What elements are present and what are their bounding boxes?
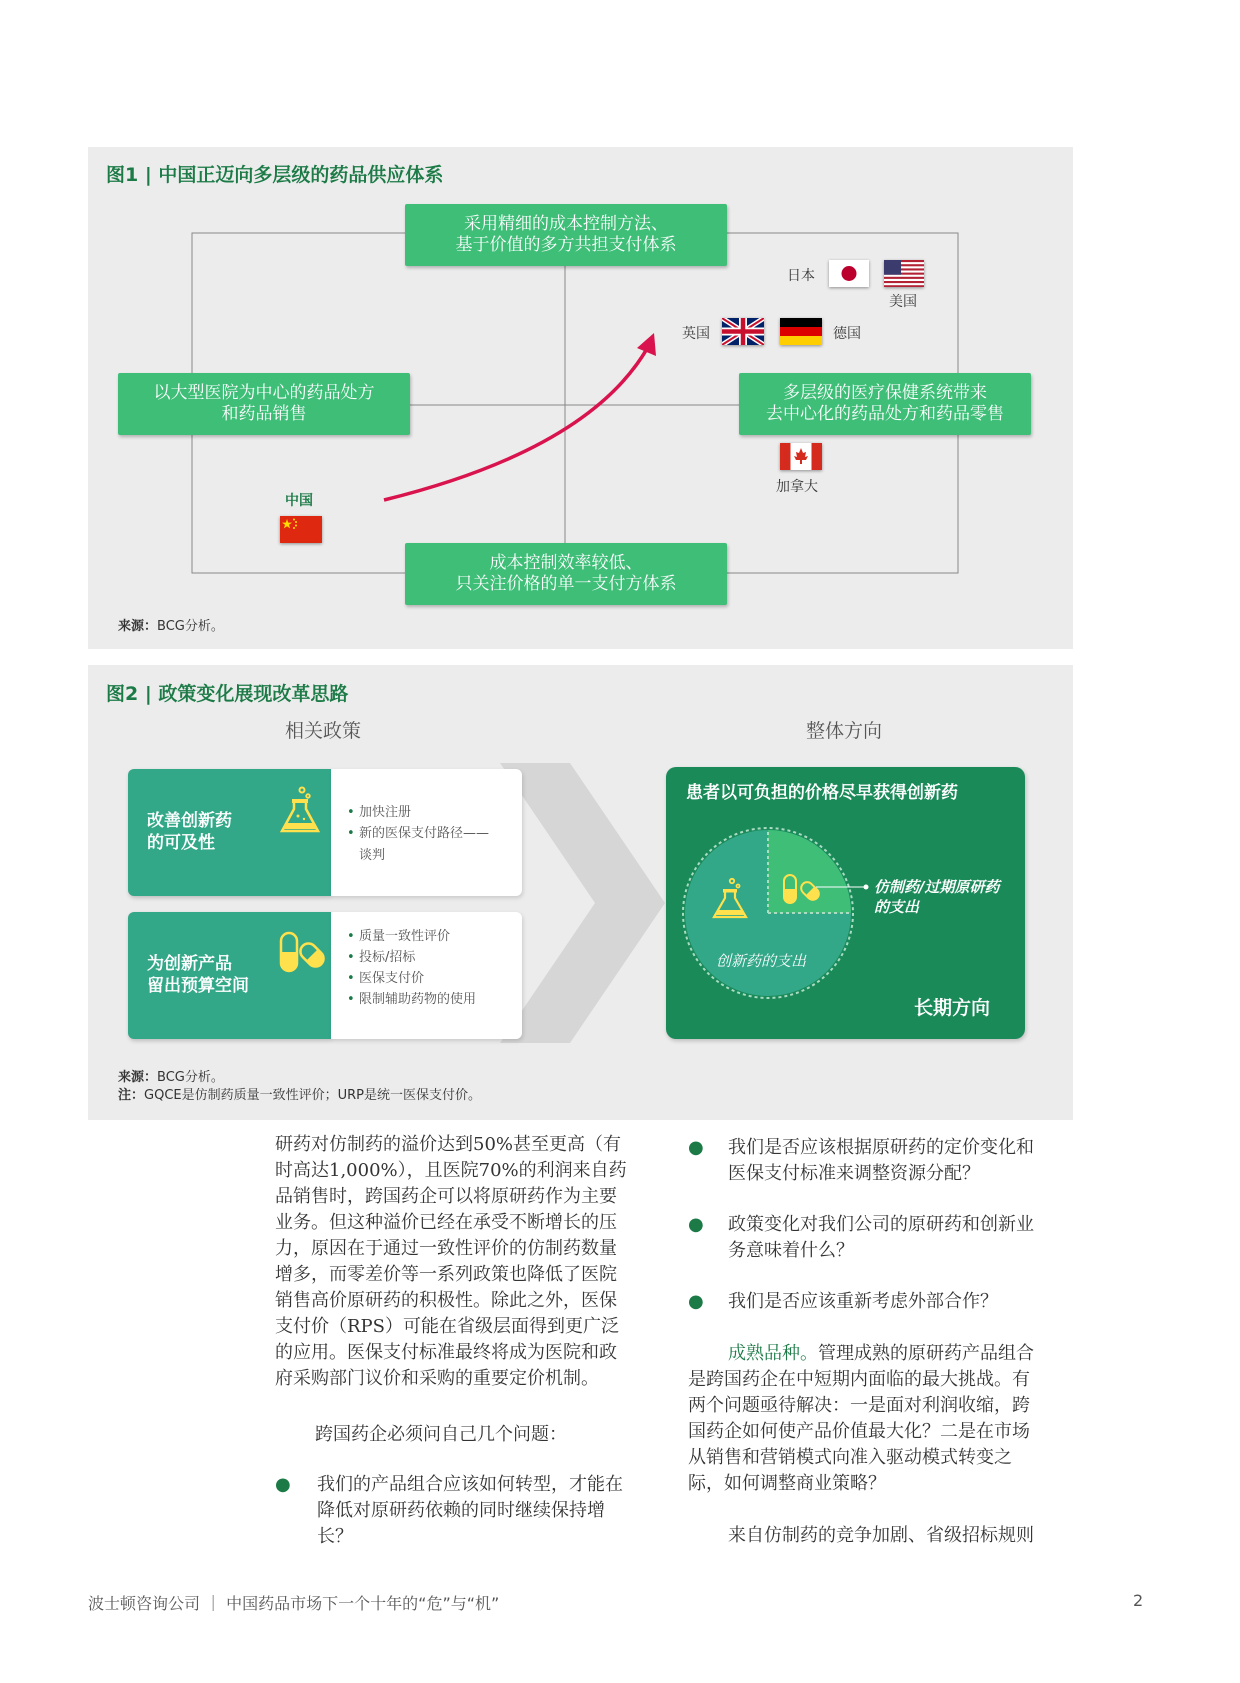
pill-icon (276, 928, 326, 978)
paragraph-line: 增多，而零差价等一系列政策也降低了医院 (275, 1264, 617, 1285)
figure2-source-label: 来源： (118, 1070, 158, 1085)
country-label-china: 中国 (285, 493, 313, 509)
bullet-dot-icon: ● (688, 1214, 704, 1235)
generic-spending-label (874, 877, 999, 917)
figure1-right-box (739, 373, 1031, 435)
right-box-line2: 去中心化的药品处方和药品零售 (766, 404, 1004, 424)
policy2-title-line2: 留出预算空间 (147, 976, 249, 996)
right-box-line1: 多层级的医疗保健系统带来 (783, 383, 987, 403)
policy1-card (128, 769, 331, 896)
page-footer-text: 波士顿咨询公司 ｜ 中国药品市场下一个十年的“危”与“机” (88, 1594, 500, 1613)
figure1-source (118, 615, 224, 634)
generic-spending-slice (768, 830, 851, 913)
mature-heading: 成熟品种。 (728, 1343, 818, 1364)
flow-chevron-arrow (500, 763, 670, 1043)
policy2-item: • 医保支付价 (347, 968, 476, 989)
figure1-source-text: BCG分析。 (157, 619, 224, 634)
figure2-source-text: BCG分析。 (157, 1070, 224, 1085)
policy1-list (347, 802, 489, 844)
bullet-dot-icon: ● (275, 1474, 291, 1495)
generic-label-line2: 的支出 (874, 898, 920, 916)
bullet-line: 我们是否应该根据原研药的定价变化和 (728, 1137, 1034, 1158)
paragraph-line: 销售高价原研药的积极性。除此之外，医保 (275, 1290, 617, 1311)
page-number: 2 (1133, 1591, 1144, 1610)
germany-flag-icon (780, 318, 822, 345)
figure2-note-text: GQCE是仿制药质量一致性评价；URP是统一医保支付价。 (144, 1088, 482, 1103)
china-flag-icon (280, 516, 322, 543)
paragraph-line: 业务。但这种溢价已经在承受不断增长的压 (275, 1212, 617, 1233)
bottom-box-line1: 成本控制效率较低、 (489, 553, 643, 573)
flask-icon (276, 785, 324, 837)
paragraph-line: 的应用。医保支付标准最终将成为医院和政 (275, 1342, 617, 1363)
right-column-last-line: 来自仿制药的竞争加剧、省级招标规则 (728, 1525, 1034, 1546)
policy2-item: • 投标/招标 (347, 947, 476, 968)
bullet-line: 医保支付标准来调整资源分配？ (728, 1163, 980, 1184)
left-box-line2: 和药品销售 (221, 404, 307, 424)
uk-flag-icon (722, 318, 764, 345)
figure1-title: 图1 | 中国正迈向多层级的药品供应体系 (106, 164, 444, 186)
policy1-item: • 新的医保支付路径—— (347, 823, 489, 844)
long-term-direction-label: 长期方向 (914, 997, 991, 1019)
country-label-usa: 美国 (889, 294, 917, 310)
right-bullet-3 (688, 1289, 1088, 1315)
right-bullet-1 (688, 1135, 1088, 1187)
left-column-paragraph (275, 1132, 675, 1392)
paragraph-line: 是跨国药企在中短期内面临的最大挑战。有 (688, 1369, 1030, 1390)
figure1-top-box (405, 204, 727, 266)
generic-label-line1: 仿制药/过期原研药 (874, 878, 1000, 896)
policy1-item-continuation: 谈判 (359, 848, 386, 863)
country-label-canada: 加拿大 (776, 479, 818, 495)
policy2-list (347, 926, 476, 1010)
bullet-line: 我们的产品组合应该如何转型，才能在 (317, 1474, 623, 1495)
paragraph-line: 府采购部门议价和采购的重要定价机制。 (275, 1368, 599, 1389)
policy-column-header: 相关政策 (285, 720, 362, 742)
policy1-title-line2: 的可及性 (147, 833, 215, 853)
policy1-list-card (331, 769, 522, 896)
left-box-line1: 以大型医院为中心的药品处方 (153, 383, 375, 403)
paragraph-line: 品销售时，跨国药企可以将原研药作为主要 (275, 1186, 617, 1207)
figure2-source (118, 1069, 481, 1105)
country-label-germany: 德国 (833, 326, 861, 342)
policy2-title-line1: 为创新产品 (147, 954, 232, 974)
figure1-left-box (118, 373, 410, 435)
paragraph-line: 际，如何调整商业策略？ (688, 1473, 886, 1494)
country-label-uk: 英国 (682, 326, 710, 342)
bullet-line: 长？ (317, 1526, 353, 1547)
paragraph-line: 从销售和营销模式向准入驱动模式转变之 (688, 1447, 1012, 1468)
top-box-line1: 采用精细的成本控制方法、 (464, 214, 668, 234)
bullet-dot-icon: ● (688, 1291, 704, 1312)
usa-flag-icon (884, 260, 924, 287)
paragraph-line: 力，原因在于通过一致性评价的仿制药数量 (275, 1238, 617, 1259)
japan-flag-icon (829, 260, 869, 287)
bullet-line: 降低对原研药依赖的同时继续保持增 (317, 1500, 605, 1521)
figure1-source-label: 来源： (118, 619, 158, 634)
paragraph-line: 时高达1,000%），且医院70%的利润来自药 (275, 1160, 627, 1181)
bullet-line: 务意味着什么？ (728, 1240, 854, 1261)
canada-flag-icon (780, 443, 822, 470)
paragraph-line: 两个问题亟待解决：一是面对利润收缩，跨 (688, 1395, 1030, 1416)
policy2-item: • 质量一致性评价 (347, 926, 476, 947)
paragraph-line: 支付价（RPS）可能在省级层面得到更广泛 (275, 1316, 619, 1337)
bullet-dot-icon: ● (688, 1137, 704, 1158)
bottom-box-line2: 只关注价格的单一支付方体系 (455, 574, 677, 594)
bullet-line: 我们是否应该重新考虑外部合作？ (728, 1291, 998, 1312)
policy1-title-line1: 改善创新药 (147, 811, 232, 831)
right-bullet-2 (688, 1212, 1088, 1264)
bullet-line: 政策变化对我们公司的原研药和创新业 (728, 1214, 1034, 1235)
policy2-list-card (331, 912, 522, 1039)
paragraph-line: 研药对仿制药的溢价达到50%甚至更高（有 (275, 1134, 622, 1155)
direction-column-header: 整体方向 (806, 720, 883, 742)
mature-products-paragraph (688, 1341, 1088, 1497)
figure2-note-label: 注： (118, 1088, 145, 1103)
left-column-intro: 跨国药企必须问自己几个问题： (315, 1424, 567, 1445)
policy2-item: • 限制辅助药物的使用 (347, 989, 476, 1010)
figure2-title: 图2 | 政策变化展现改革思路 (106, 683, 349, 705)
figure1-bottom-box (405, 543, 727, 605)
direction-title: 患者以可负担的价格尽早获得创新药 (686, 783, 958, 803)
innovative-spending-label: 创新药的支出 (716, 952, 807, 970)
policy1-item: • 加快注册 (347, 802, 489, 823)
left-column-bullet (275, 1472, 675, 1550)
policy2-card (128, 912, 331, 1039)
progress-arrow (384, 347, 648, 500)
paragraph-line: 管理成熟的原研药产品组合 (818, 1343, 1034, 1364)
top-box-line2: 基于价值的多方共担支付体系 (455, 235, 677, 255)
country-label-japan: 日本 (787, 268, 815, 284)
paragraph-line: 国药企如何使产品价值最大化？二是在市场 (688, 1421, 1030, 1442)
